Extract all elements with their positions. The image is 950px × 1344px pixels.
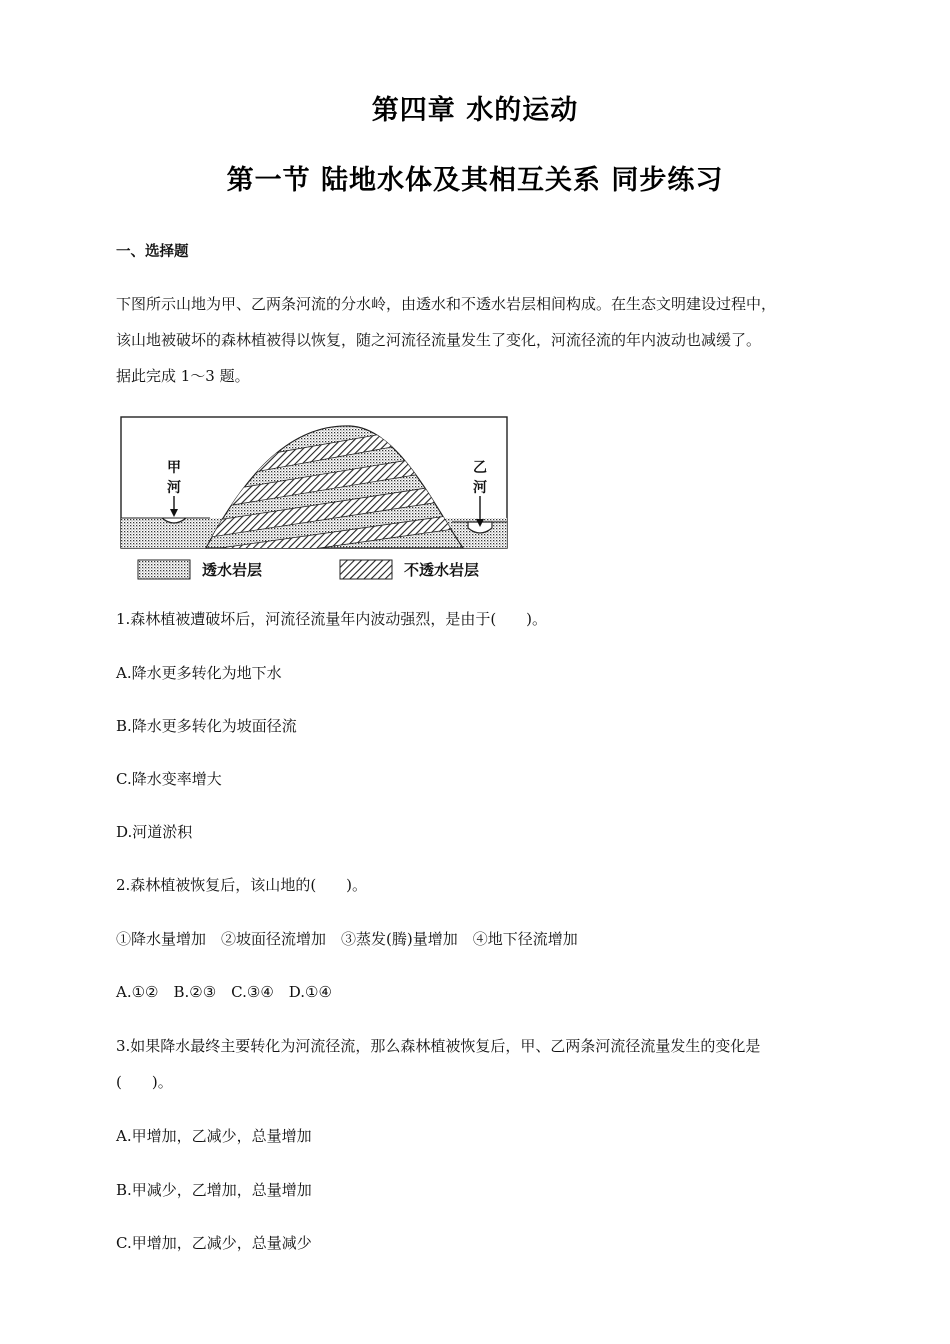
intro-paragraph [116,286,846,394]
question-2-stem: 2.森林植被恢复后，该山地的( )。 [116,876,368,894]
question-3-stem-continued: ( )。 [116,1073,173,1091]
part-heading: 一、选择题 [116,244,189,260]
intro-line-1: 下图所示山地为甲、乙两条河流的分水岭，由透水和不透水岩层相间构成。在生态文明建设过程中， [116,295,777,313]
question-3-option-c: C.甲增加，乙减少，总量减少 [116,1234,312,1252]
question-2-options: A.①② B.②③ C.③④ D.①④ [116,983,332,1001]
geology-cross-section-figure [118,414,510,586]
question-3-option-a: A.甲增加，乙减少，总量增加 [116,1127,312,1145]
intro-line-2: 该山地被破坏的森林植被得以恢复，随之河流径流量发生了变化，河流径流的年内波动也减缓了。 [116,331,762,349]
left-river-label-top: 甲 [167,460,181,476]
right-river-label-bottom: 河 [473,480,487,496]
intro-line-3: 据此完成 1～3 题。 [116,367,250,385]
legend-permeable-label: 透水岩层 [202,561,263,579]
question-1-stem: 1.森林植被遭破坏后，河流径流量年内波动强烈，是由于( )。 [116,610,548,628]
legend-impermeable-swatch [340,560,392,579]
right-river-label-top: 乙 [473,460,487,476]
question-1-option-c: C.降水变率增大 [116,770,222,788]
question-3-option-b: B.甲减少，乙增加，总量增加 [116,1181,312,1199]
left-river-label-bottom: 河 [167,480,181,496]
legend-impermeable-label: 不透水岩层 [404,561,480,579]
question-1-option-b: B.降水更多转化为坡面径流 [116,717,297,735]
chapter-title: 第四章 水的运动 [371,95,579,126]
legend-permeable-swatch [138,560,190,579]
question-2-items: ①降水量增加 ②坡面径流增加 ③蒸发(腾)量增加 ④地下径流增加 [116,930,578,948]
question-1-option-a: A.降水更多转化为地下水 [116,664,282,682]
question-3-stem: 3.如果降水最终主要转化为河流径流，那么森林植被恢复后，甲、乙两条河流径流量发生的变化是 [116,1037,761,1055]
question-1-option-d: D.河道淤积 [116,823,193,841]
section-title: 第一节 陆地水体及其相互关系 同步练习 [226,165,724,196]
